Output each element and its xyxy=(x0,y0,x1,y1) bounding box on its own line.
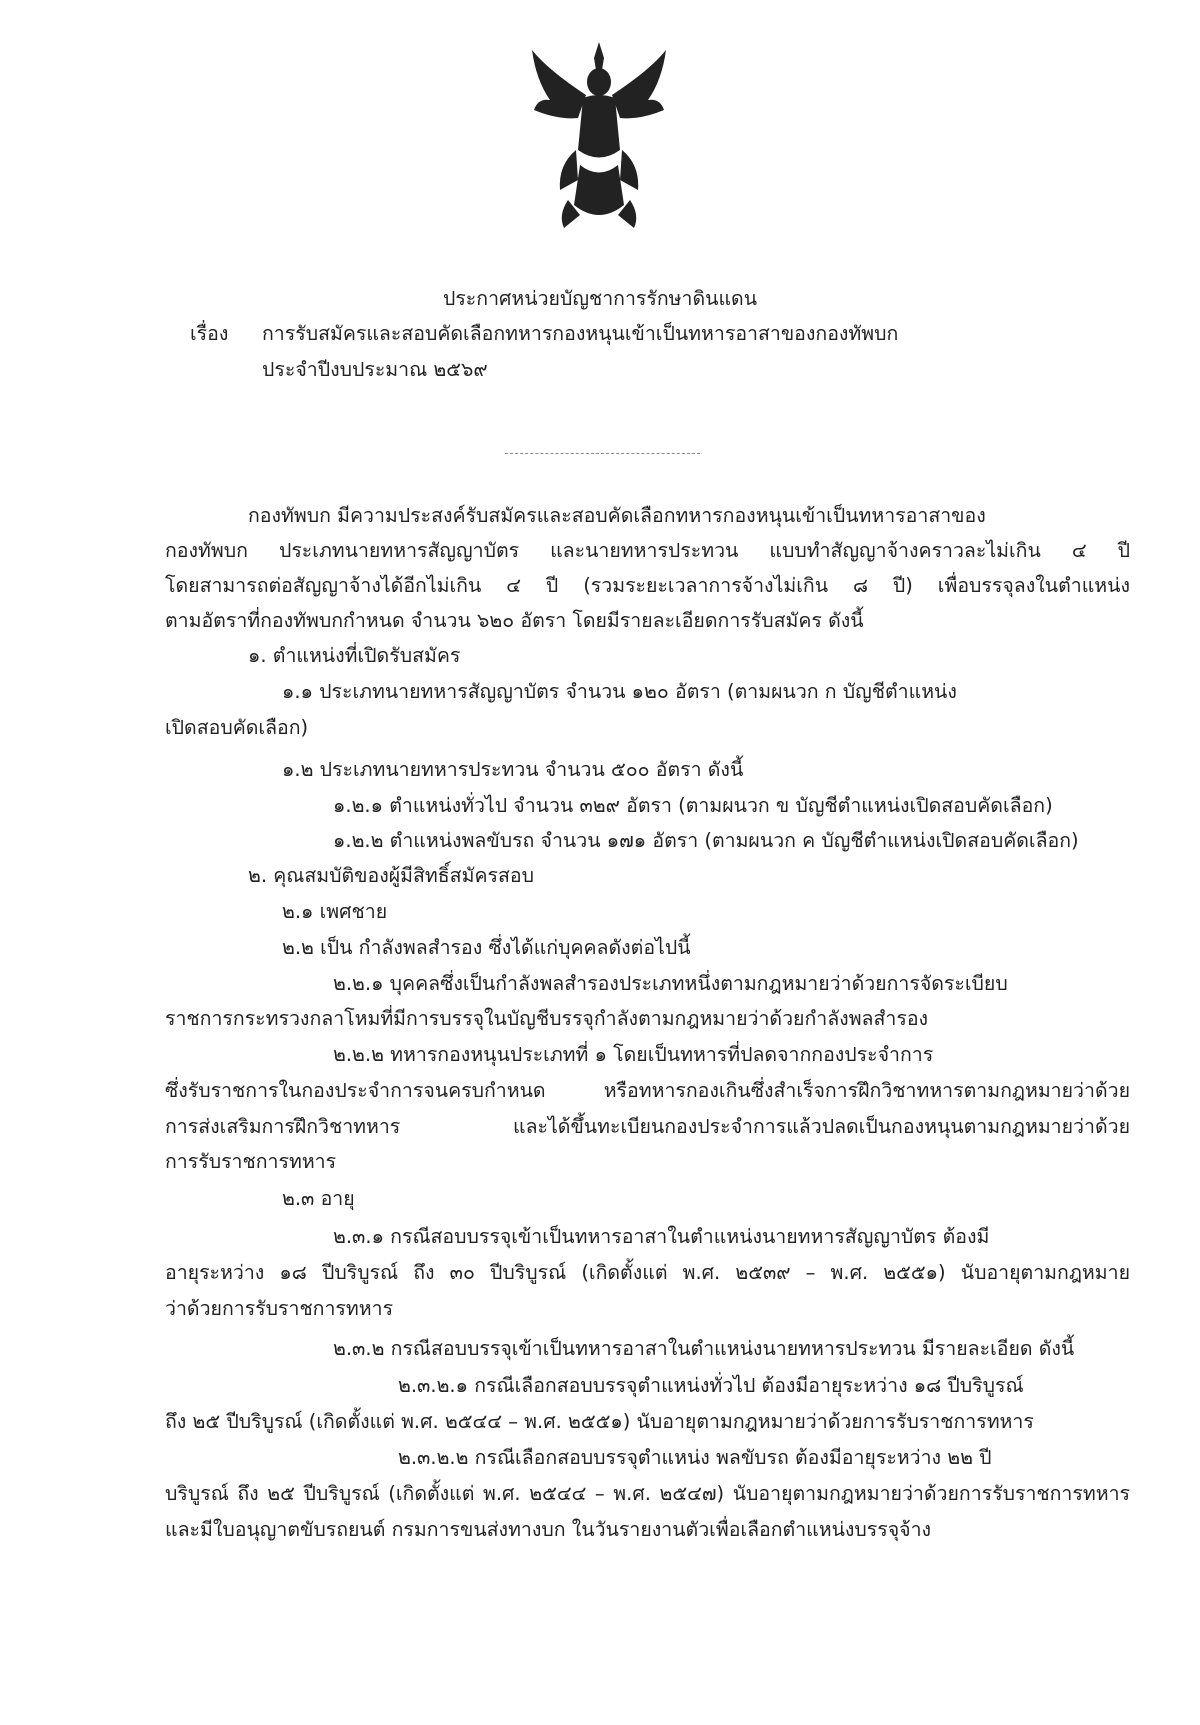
intro-line: กองทัพบก ประเภทนายทหารสัญญาบัตร และนายทหารประทวน แบบทำสัญญาจ้างคราวละไม่เกิน ๔ ปี xyxy=(165,539,1130,562)
section-2-2: ๒.๒ เป็น กำลังพลสำรอง ซึ่งได้แก่บุคคลดังต่อไปนี้ xyxy=(282,936,691,959)
section-2-3-2-2-cont: บริบูรณ์ ถึง ๒๕ ปีบริบูรณ์ (เกิดตั้งแต่ พ.ศ. ๒๕๔๔ – พ.ศ. ๒๕๔๗) นับอายุตามกฎหมายว่าด้วยการรับราชการทหาร xyxy=(165,1482,1130,1505)
section-2-2-2: ๒.๒.๒ ทหารกองหนุนประเภทที่ ๑ โดยเป็นทหารที่ปลดจากกองประจำการ xyxy=(333,1043,934,1066)
intro-line: ตามอัตราที่กองทัพบกกำหนด จำนวน ๖๒๐ อัตรา โดยมีรายละเอียดการรับสมัคร ดังนี้ xyxy=(165,609,864,632)
intro-line: โดยสามารถต่อสัญญาจ้างได้อีกไม่เกิน ๔ ปี (รวมระยะเวลาการจ้างไม่เกิน ๘ ปี) เพื่อบรรจุลงในตำแหน่ง xyxy=(165,574,1130,597)
section-2-2-2-cont: ซึ่งรับราชการในกองประจำการจนครบกำหนด หรือทหารกองเกินซึ่งสำเร็จการฝึกวิชาทหารตามกฎหมายว่าด้วย xyxy=(165,1079,1130,1102)
section-1-2-2: ๑.๒.๒ ตำแหน่งพลขับรถ จำนวน ๑๗๑ อัตรา (ตามผนวก ค บัญชีตำแหน่งเปิดสอบคัดเลือก) xyxy=(333,829,1079,852)
section-2-3: ๒.๓ อายุ xyxy=(282,1187,355,1210)
section-2-2-2-cont: การส่งเสริมการฝึกวิชาทหาร และได้ขึ้นทะเบียนกองประจำการแล้วปลดเป็นกองหนุนตามกฎหมายว่าด้วย xyxy=(165,1115,1130,1138)
section-1-1-cont: เปิดสอบคัดเลือก) xyxy=(165,716,309,739)
section-2-3-1-cont: อายุระหว่าง ๑๘ ปีบริบูรณ์ ถึง ๓๐ ปีบริบูรณ์ (เกิดตั้งแต่ พ.ศ. ๒๕๓๙ – พ.ศ. ๒๕๕๑) นับอายุตามกฎหมาย xyxy=(165,1261,1130,1284)
announcement-title: ประกาศหน่วยบัญชาการรักษาดินแดน xyxy=(442,287,758,310)
section-2-3-2-1-cont: ถึง ๒๕ ปีบริบูรณ์ (เกิดตั้งแต่ พ.ศ. ๒๕๔๔ – พ.ศ. ๒๕๕๑) นับอายุตามกฎหมายว่าด้วยการรับราชการทหาร xyxy=(165,1410,1034,1433)
section-2-2-1: ๒.๒.๑ บุคคลซึ่งเป็นกำลังพลสำรองประเภทหนึ่งตามกฎหมายว่าด้วยการจัดระเบียบ xyxy=(333,972,1008,995)
section-2-2-1-cont: ราชการกระทรวงกลาโหมที่มีการบรรจุในบัญชีบรรจุกำลังตามกฎหมายว่าด้วยกำลังพลสำรอง xyxy=(165,1007,929,1030)
section-2-1: ๒.๑ เพศชาย xyxy=(282,900,388,923)
section-1-2-1: ๑.๒.๑ ตำแหน่งทั่วไป จำนวน ๓๒๙ อัตรา (ตามผนวก ข บัญชีตำแหน่งเปิดสอบคัดเลือก) xyxy=(333,794,1053,817)
section-1-heading: ๑. ตำแหน่งที่เปิดรับสมัคร xyxy=(248,644,461,667)
section-2-3-2: ๒.๓.๒ กรณีสอบบรรจุเข้าเป็นทหารอาสาในตำแหน่งนายทหารประทวน มีรายละเอียด ดังนี้ xyxy=(333,1337,1075,1360)
section-2-3-2-1: ๒.๓.๒.๑ กรณีเลือกสอบบรรจุตำแหน่งทั่วไป ต้องมีอายุระหว่าง ๑๘ ปีบริบูรณ์ xyxy=(398,1374,1024,1397)
section-1-2: ๑.๒ ประเภทนายทหารประทวน จำนวน ๕๐๐ อัตรา ดังนี้ xyxy=(282,758,744,781)
separator-line xyxy=(505,453,700,454)
garuda-emblem-icon xyxy=(528,40,670,230)
section-2-2-2-cont: การรับราชการทหาร xyxy=(165,1150,337,1173)
section-2-heading: ๒. คุณสมบัติของผู้มีสิทธิ์สมัครสอบ xyxy=(248,864,534,887)
section-1-1: ๑.๑ ประเภทนายทหารสัญญาบัตร จำนวน ๑๒๐ อัตรา (ตามผนวก ก บัญชีตำแหน่ง xyxy=(282,680,957,703)
subject-fiscal-year: ประจำปีงบประมาณ ๒๕๖๙ xyxy=(262,358,488,381)
section-2-3-2-2-cont: และมีใบอนุญาตขับรถยนต์ กรมการขนส่งทางบก ในวันรายงานตัวเพื่อเลือกตำแหน่งบรรจุจ้าง xyxy=(165,1518,932,1541)
subject-text: การรับสมัครและสอบคัดเลือกทหารกองหนุนเข้าเป็นทหารอาสาของกองทัพบก xyxy=(262,322,899,345)
section-2-3-1: ๒.๓.๑ กรณีสอบบรรจุเข้าเป็นทหารอาสาในตำแหน่งนายทหารสัญญาบัตร ต้องมี xyxy=(333,1225,990,1248)
section-2-3-1-cont: ว่าด้วยการรับราชการทหาร xyxy=(165,1297,394,1320)
intro-line: กองทัพบก มีความประสงค์รับสมัครและสอบคัดเลือกทหารกองหนุนเข้าเป็นทหารอาสาของ xyxy=(248,504,986,527)
subject-label: เรื่อง xyxy=(190,322,229,345)
section-2-3-2-2: ๒.๓.๒.๒ กรณีเลือกสอบบรรจุตำแหน่ง พลขับรถ ต้องมีอายุระหว่าง ๒๒ ปี xyxy=(398,1446,992,1469)
